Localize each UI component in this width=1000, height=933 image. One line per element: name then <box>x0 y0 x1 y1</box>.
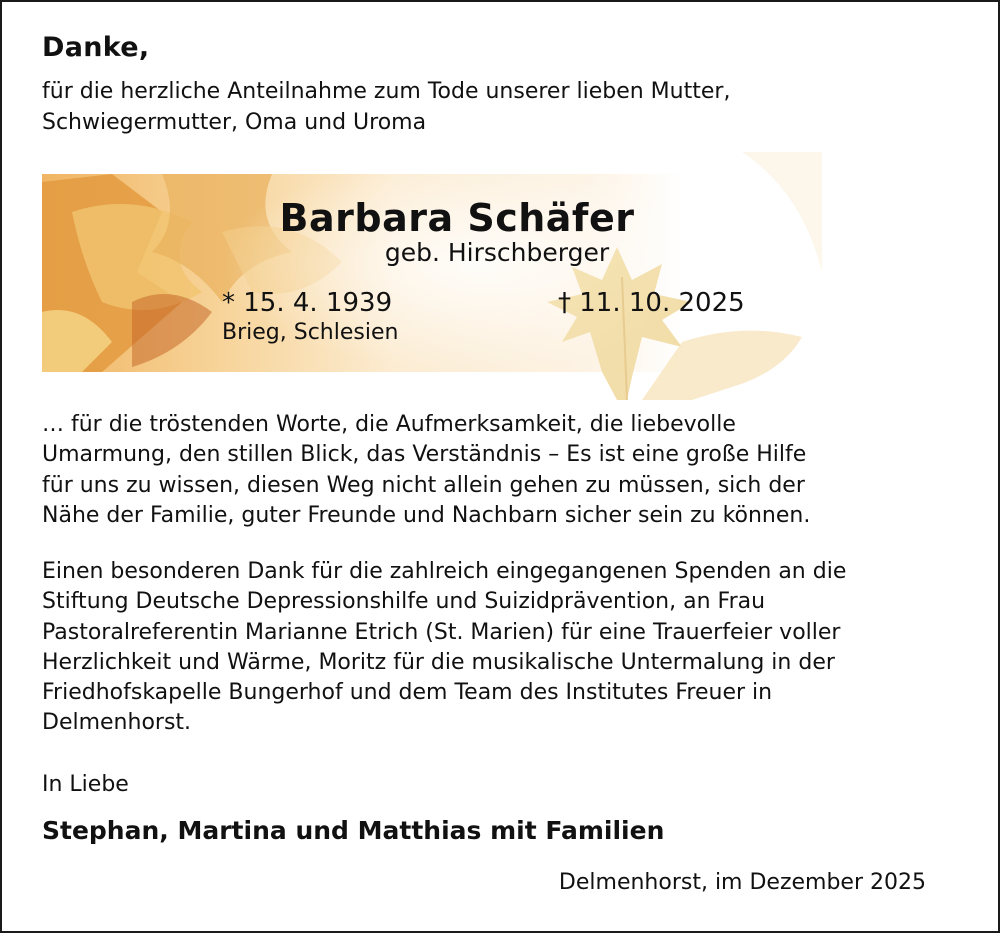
death-date: † 11. 10. 2025 <box>558 288 745 318</box>
paragraph-line: Friedhofskapelle Bungerhof und dem Team des Institutes Freuer in <box>42 680 773 706</box>
intro-line: Schwiegermutter, Oma und Uroma <box>42 110 427 135</box>
paragraph-line: Delmenhorst. <box>42 710 192 736</box>
birthplace: Brieg, Schlesien <box>222 320 399 345</box>
intro-line: für die herzliche Anteilnahme zum Tode unserer lieben Mutter, <box>42 79 731 104</box>
autumn-leaves-icon <box>42 152 822 400</box>
paragraph-line: Umarmung, den stillen Blick, das Verständnis – Es ist eine große Hilfe <box>42 442 807 468</box>
paragraph-line: Herzlichkeit und Wärme, Moritz für die musikalische Untermalung in der <box>42 649 835 675</box>
donations-paragraph <box>42 557 846 739</box>
paragraph-line: Pastoralreferentin Marianne Etrich (St. Marien) für eine Trauerfeier voller <box>42 619 841 645</box>
paragraph-line: Stiftung Deutsche Depressionshilfe und Suizidprävention, an Frau <box>42 589 766 615</box>
signers: Stephan, Martina und Matthias mit Familien <box>42 816 665 845</box>
intro-text <box>42 76 730 138</box>
place-and-date: Delmenhorst, im Dezember 2025 <box>558 870 926 895</box>
paragraph-line: Nähe der Familie, guter Freunde und Nachbarn sicher sein zu können. <box>42 502 811 528</box>
thanks-paragraph <box>42 410 810 531</box>
heading: Danke, <box>42 32 150 63</box>
autumn-leaves-image <box>42 152 822 400</box>
birth-date: * 15. 4. 1939 <box>222 288 393 318</box>
paragraph-line: für uns zu wissen, diesen Weg nicht allein gehen zu müssen, sich der <box>42 472 805 498</box>
closing-line: In Liebe <box>42 772 129 797</box>
deceased-name: Barbara Schäfer <box>279 196 635 240</box>
maiden-name: geb. Hirschberger <box>384 238 610 267</box>
paragraph-line: … für die tröstenden Worte, die Aufmerksamkeit, die liebevolle <box>42 412 736 437</box>
paragraph-line: Einen besonderen Dank für die zahlreich eingegangenen Spenden an die <box>42 559 847 584</box>
